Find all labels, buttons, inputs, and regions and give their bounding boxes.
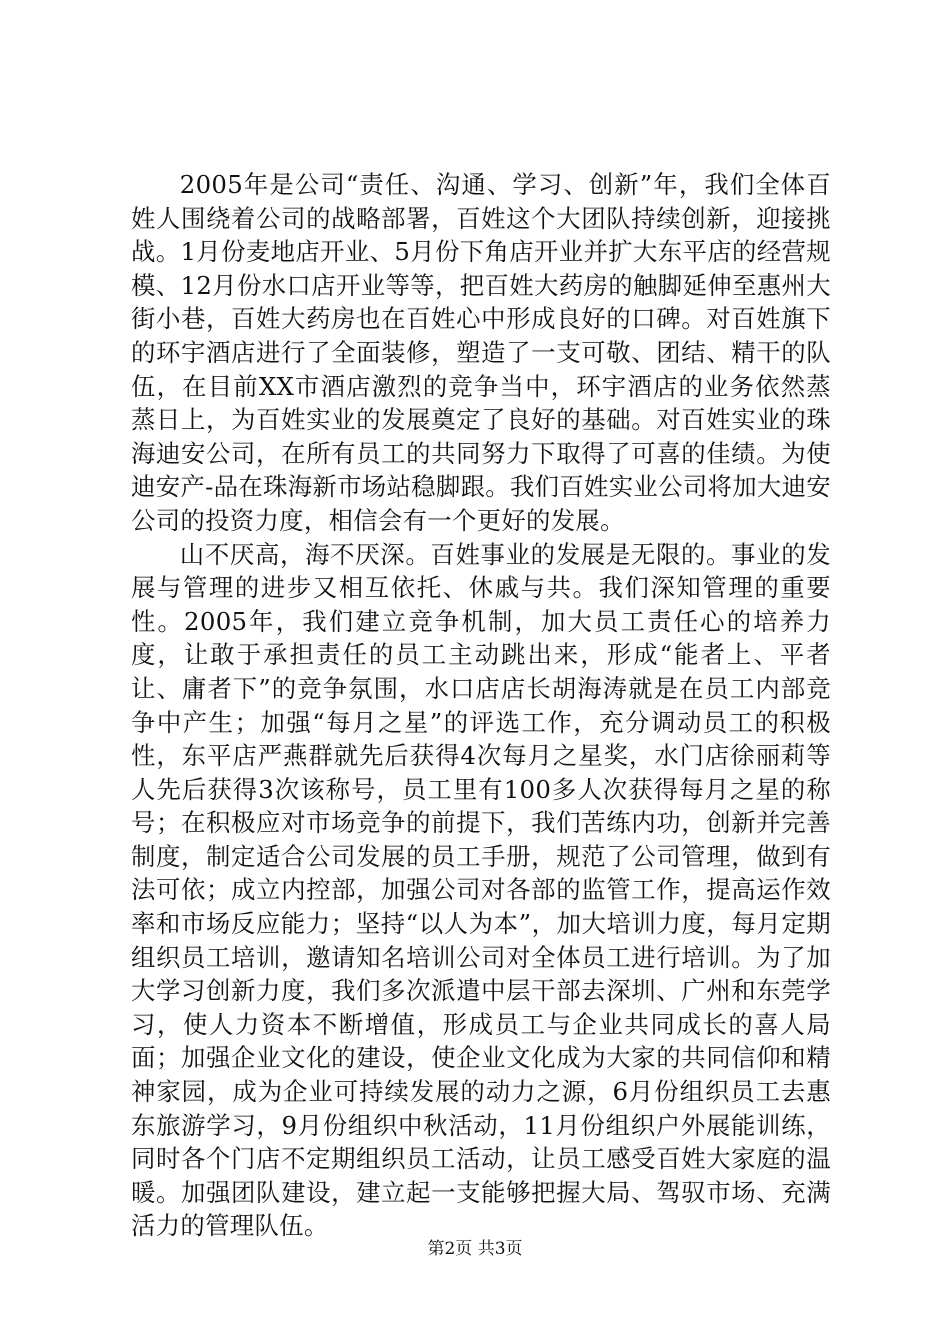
paragraph-2: 山不厌高，海不厌深。百姓事业的发展是无限的。事业的发展与管理的进步又相互依托、休戚与共。我们深知管理的重要性。2005年，我们建立竞争机制，加大员工责任心的培养力度，让敢于承担责任的员工主动跳出来，形成“能者上、平者让、庸者下”的竞争氛围，水口店店长胡海涛就是在员工内部竞争中产生；加强“每月之星”的评选工作，充分调动员工的积极性，东平店严燕群就先后获得4次每月之星奖，水门店徐丽莉等人先后获得3次该称号，员工里有100多人次获得每月之星的称号；在积极应对市场竞争的前提下，我们苦练内功，创新并完善制度，制定适合公司发展的员工手册，规范了公司管理，做到有法可依；成立内控部，加强公司对各部的监管工作，提高运作效率和市场反应能力；坚持“以人为本”，加大培训力度，每月定期组织员工培训，邀请知名培训公司对全体员工进行培训。为了加大学习创新力度，我们多次派遣中层干部去深圳、广州和东莞学习，使人力资本不断增值，形成员工与企业共同成长的喜人局面；加强企业文化的建设，使企业文化成为大家的共同信仰和精神家园，成为企业可持续发展的动力之源，6月份组织员工去惠东旅游学习，9月份组织中秋活动，11月份组织户外展能训练，同时各个门店不定期组织员工活动，让员工感受百姓大家庭的温暖。加强团队建设，建立起一支能够把握大局、驾驭市场、充满活力的管理队伍。 (131, 539, 831, 1241)
paragraph-1: 2005年是公司“责任、沟通、学习、创新”年，我们全体百姓人围绕着公司的战略部署，百姓这个大团队持续创新，迎接挑战。1月份麦地店开业、5月份下角店开业并扩大东平店的经营规模、12月份水口店开业等等，把百姓大药房的触脚延伸至惠州大街小巷，百姓大药房也在百姓心中形成良好的口碑。对百姓旗下的环宇酒店进行了全面装修，塑造了一支可敬、团结、精干的队伍，在目前XX市酒店激烈的竞争当中，环宇酒店的业务依然蒸蒸日上，为百姓实业的发展奠定了良好的基础。对百姓实业的珠海迪安公司，在所有员工的共同努力下取得了可喜的佳绩。为使迪安产-品在珠海新市场站稳脚跟。我们百姓实业公司将加大迪安公司的投资力度，相信会有一个更好的发展。 (131, 170, 831, 535)
document-body (131, 168, 831, 1243)
page-number-footer: 第2页 共3页 (427, 1239, 523, 1259)
